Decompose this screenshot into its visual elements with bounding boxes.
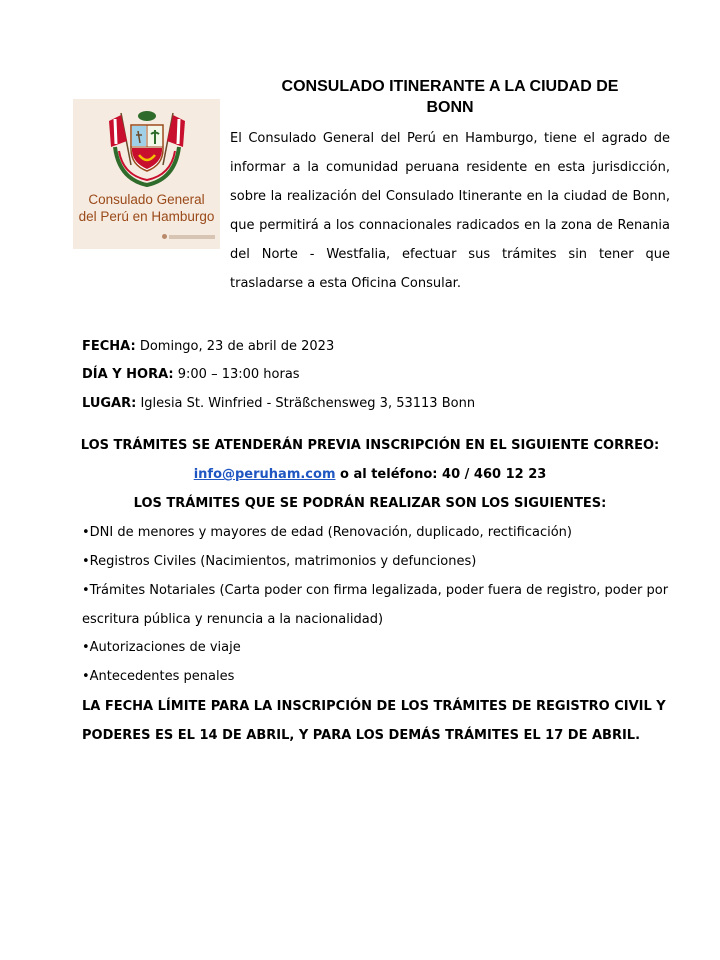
ministry-caption-mark (169, 235, 215, 239)
ministry-seal-icon (162, 234, 167, 239)
lugar-label: LUGAR: (82, 396, 137, 411)
procedure-item: •Antecedentes penales (82, 669, 235, 684)
peru-coat-of-arms-icon (101, 107, 193, 189)
fecha-value: Domingo, 23 de abril de 2023 (139, 339, 335, 354)
procedure-item: •DNI de menores y mayores de edad (Renovación, duplicado, rectificación) (82, 525, 572, 540)
fecha-line (82, 338, 334, 356)
consulate-logo (73, 99, 220, 249)
procedures-heading: LOS TRÁMITES QUE SE PODRÁN REALIZAR SON LOS SIGUIENTES: (133, 496, 607, 511)
phone-text: o al teléfono: 40 / 460 12 23 (335, 467, 547, 482)
hora-line (82, 366, 300, 384)
contact-line (60, 466, 680, 484)
hora-value: 9:00 – 13:00 horas (177, 367, 300, 382)
fecha-label: FECHA: (82, 339, 136, 354)
deadline-notice: LA FECHA LÍMITE PARA LA INSCRIPCIÓN DE LOS TRÁMITES DE REGISTRO CIVIL Y PODERES ES EL 14 DE ABRIL, Y PARA LOS DEMÁS TRÁMITES EL 17 DE ABRIL. (82, 699, 666, 743)
email-link[interactable]: info@peruham.com (193, 467, 336, 482)
title-line-1: CONSULADO ITINERANTE A LA CIUDAD DE (281, 78, 619, 95)
procedure-item: •Trámites Notariales (Carta poder con firma legalizada, poder fuera de registro, poder por escritura pública y renuncia a la nacionalidad) (82, 583, 669, 627)
logo-text-line-2: del Perú en Hamburgo (78, 209, 215, 224)
lugar-value: Iglesia St. Winfried - Sträßchensweg 3, 53113 Bonn (140, 396, 476, 411)
registration-heading: LOS TRÁMITES SE ATENDERÁN PREVIA INSCRIPCIÓN EN EL SIGUIENTE CORREO: (80, 438, 660, 453)
lugar-line (82, 395, 475, 413)
logo-text-line-1: Consulado General (88, 192, 205, 207)
procedure-item: •Registros Civiles (Nacimientos, matrimonios y defunciones) (82, 554, 477, 569)
title-line-2: BONN (426, 99, 474, 116)
intro-paragraph: El Consulado General del Perú en Hamburgo, tiene el agrado de informar a la comunidad peruana residente en esta jurisdicción, sobre la realización del Consulado Itinerante en la ciudad de Bonn, que permitirá a los connacionales radicados en la zona de Renania del Norte - Westfalia, efectuar sus trámites sin tener que trasladarse a esta Oficina Consular. (230, 131, 670, 291)
hora-label: DÍA Y HORA: (82, 367, 174, 382)
procedure-item: •Autorizaciones de viaje (82, 640, 241, 655)
document-title (230, 76, 670, 118)
